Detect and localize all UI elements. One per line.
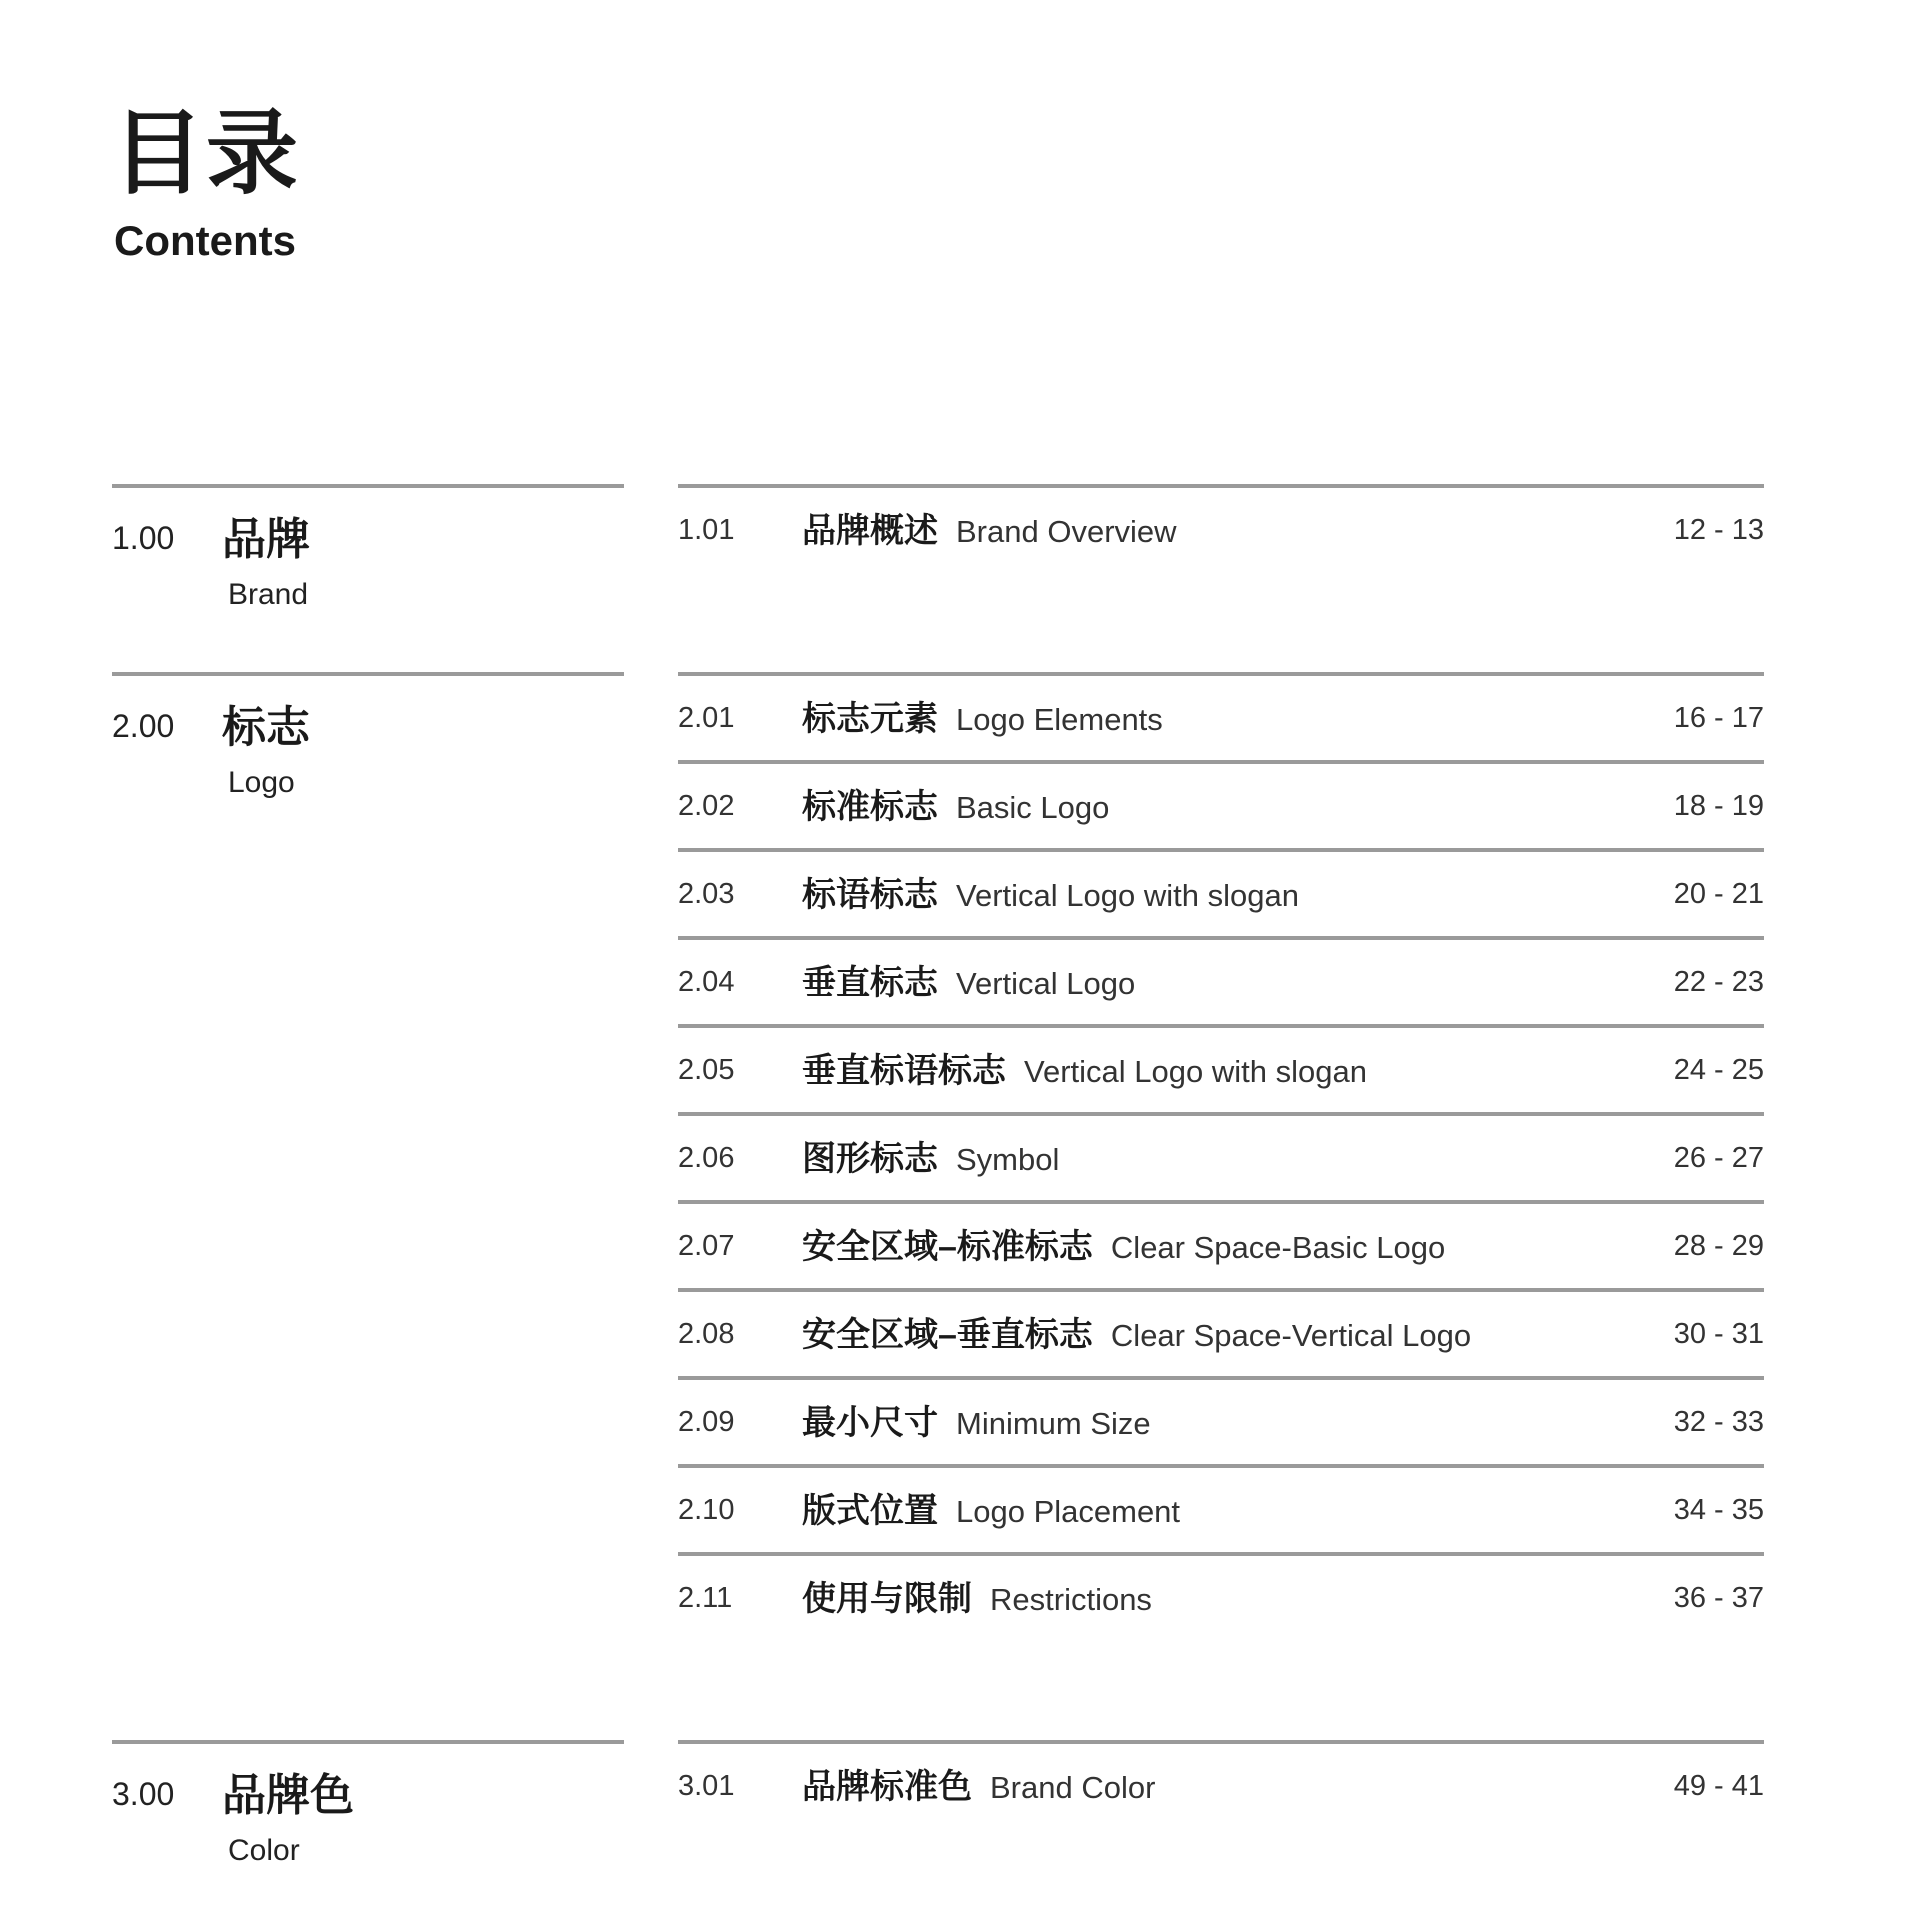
entry-title xyxy=(802,1054,1367,1088)
section-title-en: Color xyxy=(228,1834,300,1867)
section-header xyxy=(112,1740,624,1867)
entry-title-en: Vertical Logo with slogan xyxy=(1024,1054,1367,1089)
entry-pages: 36 - 37 xyxy=(1673,1582,1764,1614)
entry-number: 2.04 xyxy=(678,966,735,998)
entry-list xyxy=(678,672,1764,1640)
entry-title-en: Symbol xyxy=(956,1142,1060,1177)
toc-entry[interactable] xyxy=(678,760,1764,848)
page-title: 目录 xyxy=(112,103,301,205)
entry-title-en: Brand Overview xyxy=(956,514,1177,549)
entry-pages: 18 - 19 xyxy=(1673,790,1764,822)
entry-number: 2.10 xyxy=(678,1494,735,1526)
entry-title-cn: 使用与限制 xyxy=(802,1580,972,1618)
toc-entry[interactable] xyxy=(678,1464,1764,1552)
entry-title-cn: 品牌概述 xyxy=(802,512,938,550)
entry-title-cn: 安全区域–垂直标志 xyxy=(802,1316,1093,1354)
entry-pages: 20 - 21 xyxy=(1673,878,1764,910)
entry-pages: 49 - 41 xyxy=(1673,1770,1764,1802)
toc-entry[interactable] xyxy=(678,1376,1764,1464)
toc-entry[interactable] xyxy=(678,1288,1764,1376)
entry-number: 1.01 xyxy=(678,514,735,546)
entry-number: 2.08 xyxy=(678,1318,735,1350)
entry-list xyxy=(678,1740,1764,1828)
section-header xyxy=(112,672,624,799)
toc-entry[interactable] xyxy=(678,1740,1764,1828)
entry-title-cn: 标语标志 xyxy=(802,876,938,914)
entry-title-en: Logo Elements xyxy=(956,702,1163,737)
toc-entry[interactable] xyxy=(678,1024,1764,1112)
entry-pages: 30 - 31 xyxy=(1673,1318,1764,1350)
entry-title xyxy=(802,514,1177,548)
entry-title-cn: 标志元素 xyxy=(802,700,938,738)
section-number: 3.00 xyxy=(112,1776,175,1812)
toc-entry[interactable] xyxy=(678,1200,1764,1288)
section-title-en: Brand xyxy=(228,578,309,611)
entry-title xyxy=(802,878,1299,912)
entry-title-cn: 最小尺寸 xyxy=(802,1404,938,1442)
entry-title-en: Vertical Logo with slogan xyxy=(956,878,1299,913)
entry-title-en: Logo Placement xyxy=(956,1494,1181,1529)
entry-title xyxy=(802,1770,1155,1804)
entry-pages: 24 - 25 xyxy=(1673,1054,1764,1086)
entry-pages: 16 - 17 xyxy=(1673,702,1764,734)
page-subtitle: Contents xyxy=(114,217,296,264)
entry-title-cn: 垂直标语标志 xyxy=(802,1052,1006,1090)
entry-number: 2.05 xyxy=(678,1054,735,1086)
toc-entry[interactable] xyxy=(678,484,1764,572)
entry-title xyxy=(802,1230,1445,1264)
entry-title-en: Minimum Size xyxy=(956,1406,1151,1441)
entry-number: 2.01 xyxy=(678,702,735,734)
section-number: 1.00 xyxy=(112,520,175,556)
entry-title-en: Brand Color xyxy=(990,1770,1156,1805)
entry-title xyxy=(802,790,1109,824)
section-title-en: Logo xyxy=(228,766,295,799)
entry-number: 3.01 xyxy=(678,1770,735,1802)
entry-title-cn: 图形标志 xyxy=(802,1140,938,1178)
section-title-cn: 品牌色 xyxy=(222,1771,354,1820)
entry-pages: 12 - 13 xyxy=(1673,514,1764,546)
toc-entry[interactable] xyxy=(678,936,1764,1024)
entry-title-en: Clear Space-Vertical Logo xyxy=(1110,1318,1472,1353)
entry-title-cn: 品牌标准色 xyxy=(802,1768,972,1806)
entry-title-en: Restrictions xyxy=(990,1582,1152,1617)
entry-title xyxy=(802,1318,1471,1352)
entry-list xyxy=(678,484,1764,572)
entry-title-cn: 垂直标志 xyxy=(802,964,938,1002)
entry-title-cn: 标准标志 xyxy=(802,788,938,826)
entry-number: 2.06 xyxy=(678,1142,735,1174)
entry-pages: 32 - 33 xyxy=(1673,1406,1764,1438)
toc-entry[interactable] xyxy=(678,1112,1764,1200)
entry-number: 2.11 xyxy=(678,1582,733,1614)
toc-entry[interactable] xyxy=(678,672,1764,760)
section-header xyxy=(112,484,624,611)
section-number: 2.00 xyxy=(112,708,175,744)
entry-pages: 28 - 29 xyxy=(1673,1230,1764,1262)
entry-number: 2.09 xyxy=(678,1406,735,1438)
entry-title-cn: 安全区域–标准标志 xyxy=(802,1228,1093,1266)
entry-title-en: Basic Logo xyxy=(956,790,1110,825)
entry-title-en: Vertical Logo xyxy=(956,966,1136,1001)
entry-title xyxy=(802,1142,1059,1176)
entry-pages: 22 - 23 xyxy=(1673,966,1764,998)
entry-title xyxy=(802,1494,1180,1528)
entry-title xyxy=(802,966,1135,1000)
entry-title xyxy=(802,702,1163,736)
toc-entry[interactable] xyxy=(678,848,1764,936)
entry-number: 2.03 xyxy=(678,878,735,910)
entry-number: 2.07 xyxy=(678,1230,735,1262)
entry-number: 2.02 xyxy=(678,790,735,822)
section-title-cn: 标志 xyxy=(222,703,310,752)
section-title-cn: 品牌 xyxy=(222,515,310,564)
entry-title-en: Clear Space-Basic Logo xyxy=(1110,1230,1446,1265)
entry-pages: 26 - 27 xyxy=(1673,1142,1764,1174)
entry-pages: 34 - 35 xyxy=(1673,1494,1764,1526)
toc-entry[interactable] xyxy=(678,1552,1764,1640)
entry-title-cn: 版式位置 xyxy=(802,1492,938,1530)
entry-title xyxy=(802,1406,1151,1440)
entry-title xyxy=(802,1582,1152,1616)
